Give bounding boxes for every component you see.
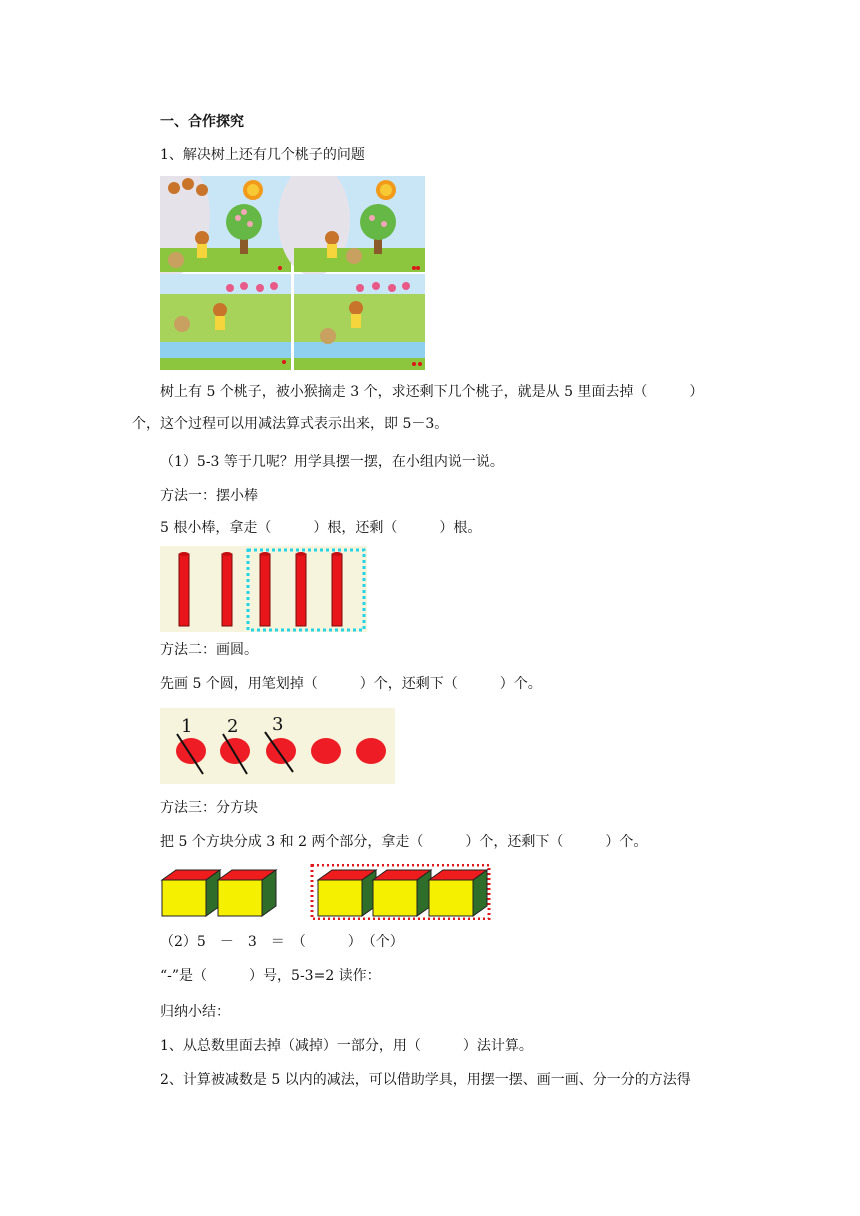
stick xyxy=(179,552,189,626)
circle xyxy=(356,738,386,764)
problem-title: 1、解决树上还有几个桃子的问题 xyxy=(160,147,365,163)
stick xyxy=(296,552,306,626)
circle-label: 3 xyxy=(272,714,284,735)
method-1-text: 5 根小棒，拿走（ ）根，还剩（ ）根。 xyxy=(160,520,482,536)
intro-line-2: 个，这个过程可以用减法算式表示出来，即 5－3。 xyxy=(132,416,449,432)
sticks-figure xyxy=(160,546,367,632)
stick xyxy=(222,552,232,626)
method-2-title: 方法二：画圆。 xyxy=(160,642,258,658)
block xyxy=(318,870,376,916)
panel-top-left xyxy=(160,176,291,276)
blocks-figure xyxy=(158,864,492,920)
stick xyxy=(260,552,270,626)
panel-top-right xyxy=(278,176,425,276)
block xyxy=(373,870,431,916)
summary-item-2: 2、计算被减数是 5 以内的减法，可以借助学具，用摆一摆、画一画、分一分的方法得 xyxy=(160,1072,691,1088)
panel-bottom-right xyxy=(294,274,425,370)
summary-item-1: 1、从总数里面去掉（减掉）一部分，用（ ）法计算。 xyxy=(160,1038,533,1054)
circle-label: 2 xyxy=(227,716,239,737)
circle xyxy=(176,738,206,764)
method-3-text: 把 5 个方块分成 3 和 2 两个部分，拿走（ ）个，还剩下（ ）个。 xyxy=(160,834,648,850)
method-1-title: 方法一：摆小棒 xyxy=(160,488,258,504)
circle xyxy=(220,738,250,764)
circle-label: 1 xyxy=(181,716,193,737)
summary-title: 归纳小结： xyxy=(160,1004,230,1020)
question-1: （1）5-3 等于几呢？用学具摆一摆，在小组内说一说。 xyxy=(160,454,504,470)
block xyxy=(429,870,487,916)
minus-sign-question: “-”是（ ）号，5-3=2 读作： xyxy=(160,968,381,984)
circle xyxy=(266,738,296,764)
intro-line-1: 树上有 5 个桃子，被小猴摘走 3 个，求还剩下几个桃子，就是从 5 里面去掉（ ） xyxy=(160,384,704,400)
method-3-title: 方法三：分方块 xyxy=(160,800,258,816)
stick xyxy=(332,552,342,626)
section-title: 一、合作探究 xyxy=(160,114,244,130)
circle xyxy=(311,738,341,764)
block xyxy=(162,870,220,916)
monkey-peach-picture xyxy=(160,176,425,370)
question-2: （2）5 － 3 ＝ （ ） （个） xyxy=(160,934,404,950)
block xyxy=(218,870,276,916)
panel-bottom-left xyxy=(160,274,291,370)
circles-figure xyxy=(160,708,395,784)
method-2-text: 先画 5 个圆，用笔划掉（ ）个，还剩下（ ）个。 xyxy=(160,676,542,692)
